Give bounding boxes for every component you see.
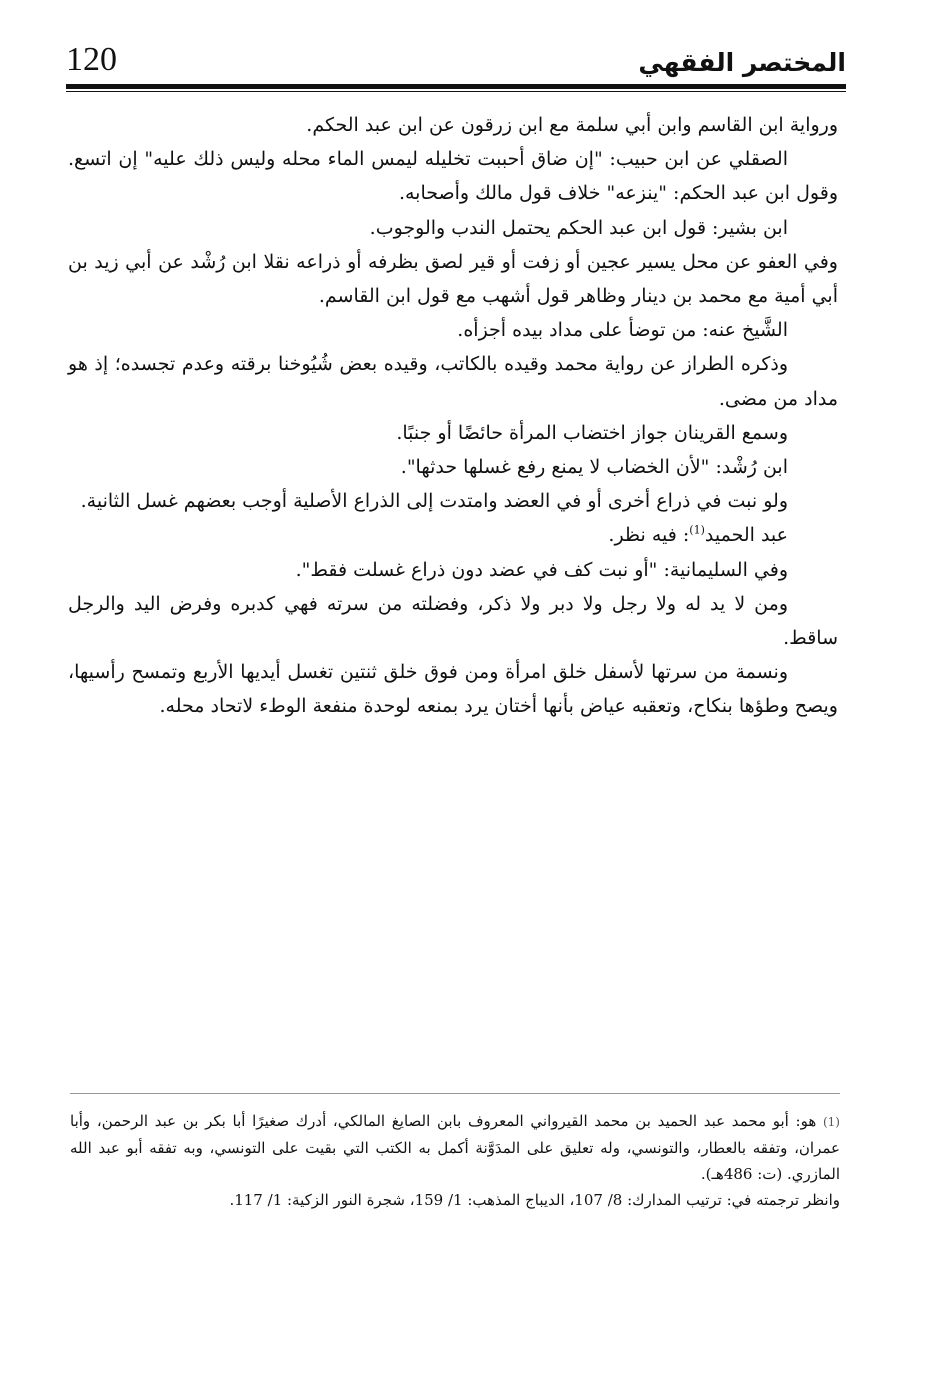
footnote [70,1108,840,1187]
header-rule-thin [66,91,846,92]
footnote: وانظر ترجمته في: ترتيب المدارك: 8/ 107، الديباج المذهب: 1/ 159، شجرة النور الزكية: 1/ 117. [229,1191,840,1209]
footnote-marker: (1) [822,1115,840,1129]
footnote-separator [70,1093,840,1094]
paragraph: ومن لا يد له ولا رجل ولا دبر ولا ذكر، وفضلته من سرته فهي كدبره وفرض اليد والرجل ساقط. [68,592,838,650]
paragraph: وسمع القرينان جواز اختضاب المرأة حائضًا أو جنبًا. [396,421,788,444]
page-header [66,32,846,94]
paragraph: وفي السليمانية: "أو نبت كف في عضد دون ذراع غسلت فقط". [295,558,788,581]
footnote-text: هو: أبو محمد عبد الحميد بن محمد القيرواني المعروف بابن الصايغ المالكي، أدرك صغيرًا أبا بكر بن عبد الرحمن، وأبا عمران، وتفقه بالعطار، والتونسي، وله تعليق على المدَوَّنة أكمل به الكتب التي بقيت على التونسي، وبه تفقه أبو عبد الله المازري. (ت: 486هـ). [70,1112,840,1183]
paragraph: الشَّيخ عنه: من توضأ على مداد بيده أجزأه. [457,319,788,342]
paragraph: ونسمة من سرتها لأسفل خلق امرأة ومن فوق خلق ثنتين تغسل أيديها الأربع وتمسح رأسيها، ويصح وطؤها بنكاح، وتعقبه عياض بأنها أختان يرد بمنعه لوحدة منفعة الوطء لاتحاد محله. [68,661,838,718]
paragraph: ابن رُشْد: "لأن الخضاب لا يمنع رفع غسلها حدثها". [400,456,788,479]
paragraph: وذكره الطراز عن رواية محمد وقيده بالكاتب، وقيده بعض شُيُوخنا برقته وعدم تجسده؛ إذ هو مداد من مضى. [68,353,838,410]
paragraph: ولو نبت في ذراع أخرى أو في العضد وامتدت إلى الذراع الأصلية أوجب بعضهم غسل الثانية. [80,490,788,513]
book-title: المختصر الفقهي [638,48,846,77]
paragraph-text: عبد الحميد [704,524,788,547]
paragraph [68,518,838,552]
footnotes [70,1108,840,1213]
footnote-reference[interactable]: (1) [689,524,705,538]
paragraph: ورواية ابن القاسم وابن أبي سلمة مع ابن زرقون عن ابن عبد الحكم. [306,114,838,136]
page-number: 120 [66,41,117,78]
header-rule-thick [66,84,846,89]
paragraph: ابن بشير: قول ابن عبد الحكم يحتمل الندب والوجوب. [369,216,788,239]
main-text [68,108,838,724]
paragraph: وفي العفو عن محل يسير عجين أو زفت أو قير لصق بظرفه أو ذراعه نقلا ابن رُشْد عن أبي زيد بن أبي أمية مع محمد بن دينار وظاهر قول أشهب مع قول ابن القاسم. [68,250,838,308]
paragraph-text: : فيه نظر. [608,524,690,547]
paragraph: الصقلي عن ابن حبيب: "إن ضاق أحببت تخليله ليمس الماء محله وليس ذلك عليه" إن اتسع. وقول ابن عبد الحكم: "ينزعه" خلاف قول مالك وأصحابه. [68,148,838,205]
